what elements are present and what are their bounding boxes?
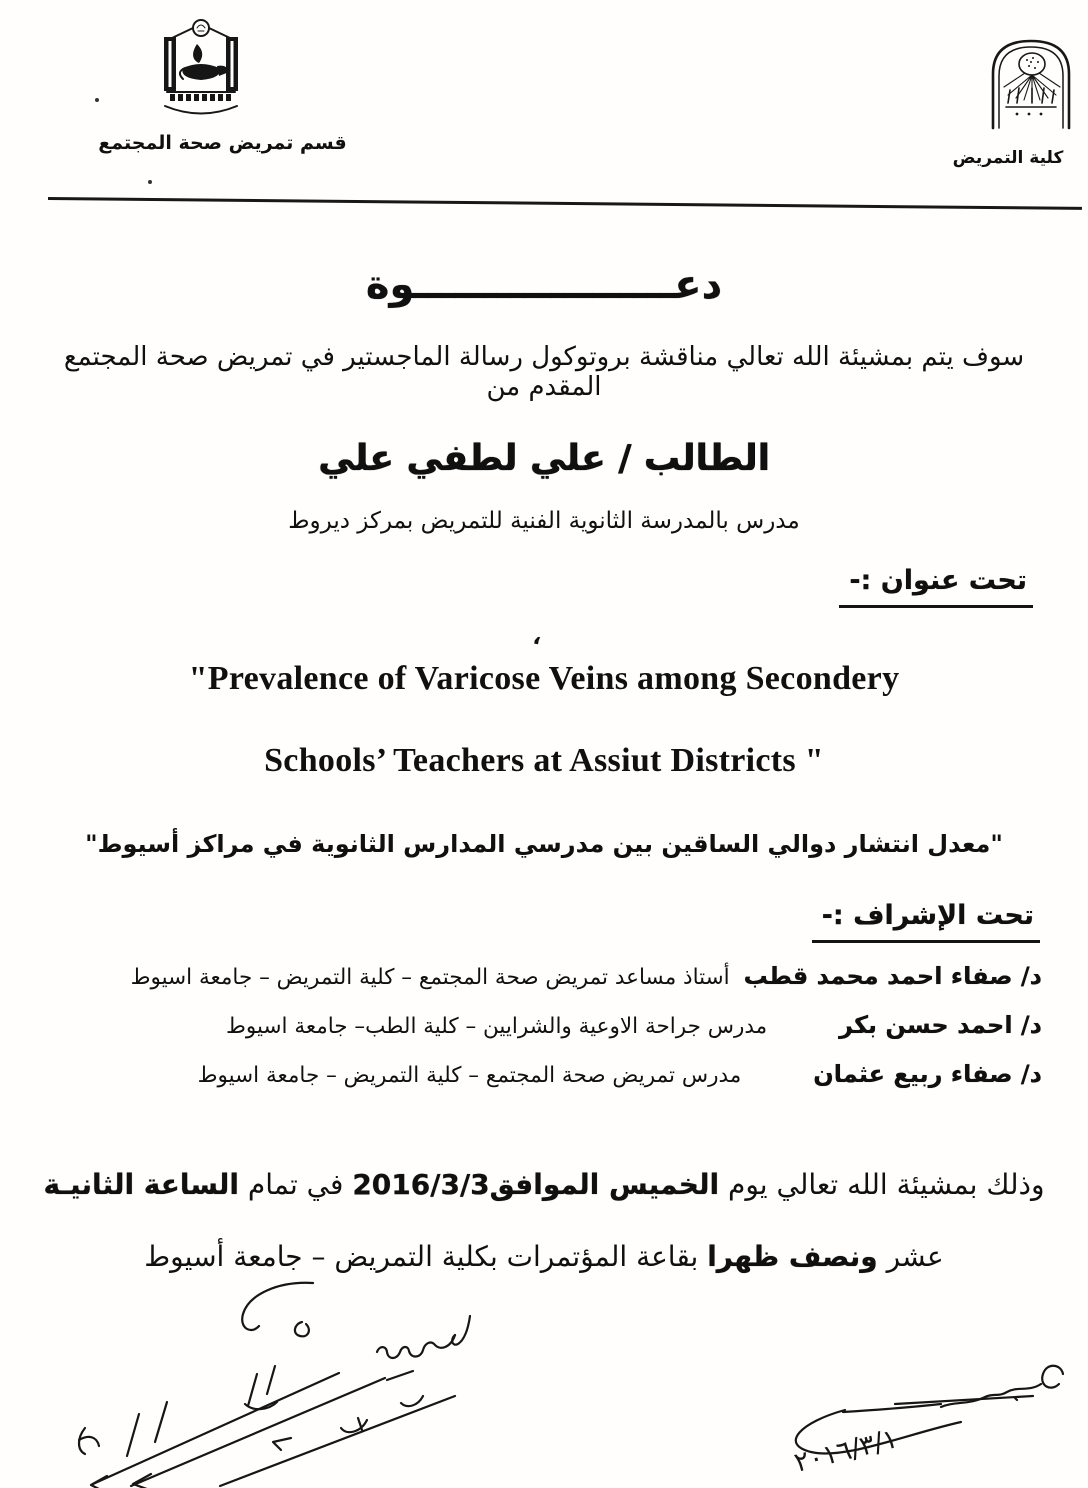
supervisor-row bbox=[42, 1011, 1042, 1039]
supervisor-name: د/ احمد حسن بكر bbox=[839, 1011, 1042, 1039]
student-role-line: مدرس بالمدرسة الثانوية الفنية للتمريض بمركز ديروط bbox=[288, 508, 800, 534]
invitation-calligraphy-title: دعـــــــــــــــــــوة bbox=[365, 262, 723, 308]
closing-text: عشر bbox=[877, 1240, 944, 1273]
handwritten-signature-left bbox=[55, 1278, 485, 1488]
closing-line2 bbox=[30, 1240, 1058, 1273]
closing-halfpast-bold: ونصف ظهرا bbox=[707, 1240, 878, 1273]
supervisor-role: مدرس جراحة الاوعية والشرايين – كلية الطب– جامعة اسيوط bbox=[226, 1014, 768, 1039]
handwritten-signature-right bbox=[745, 1352, 1075, 1488]
under-title-heading: تحت عنوان :- bbox=[839, 565, 1033, 608]
arabic-title: "معدل انتشار دوالي الساقين بين مدرسي المدارس الثانوية في مراكز أسيوط" bbox=[85, 830, 1003, 858]
scan-speck bbox=[148, 180, 152, 184]
faculty-caption: كلية التمريض bbox=[952, 148, 1064, 168]
supervisor-name: د/ صفاء احمد محمد قطب bbox=[743, 962, 1042, 990]
closing-hour-bold: الساعة الثانيـة bbox=[43, 1168, 240, 1201]
header-divider-rule bbox=[48, 197, 1082, 210]
scan-speck bbox=[95, 98, 99, 102]
supervisor-row bbox=[42, 1060, 1042, 1088]
supervisor-role: مدرس تمريض صحة المجتمع – كلية التمريض – جامعة اسيوط bbox=[197, 1063, 742, 1088]
nursing-lamp-emblem-icon bbox=[155, 18, 247, 123]
english-title-line1: "Prevalence of Varicose Veins among Secondery bbox=[188, 660, 900, 697]
closing-line1 bbox=[30, 1168, 1058, 1201]
closing-date-bold: 2016/3/3 bbox=[352, 1168, 490, 1201]
supervisor-row bbox=[42, 962, 1042, 990]
handwritten-date: ٢٠١٦/٣/١ bbox=[791, 1423, 901, 1479]
department-caption: قسم تمريض صحة المجتمع bbox=[98, 132, 347, 154]
closing-day-bold: الخميس الموافق bbox=[489, 1168, 720, 1201]
supervisor-name: د/ صفاء ربيع عثمان bbox=[813, 1060, 1042, 1088]
closing-text: بقاعة المؤتمرات بكلية التمريض – جامعة أسيوط bbox=[144, 1240, 708, 1273]
university-arch-sun-emblem-icon bbox=[986, 32, 1076, 130]
supervisors-list bbox=[42, 962, 1042, 1109]
closing-text: وذلك بمشيئة الله تعالي يوم bbox=[719, 1168, 1045, 1201]
student-name-line: الطالب / علي لطفي علي bbox=[318, 438, 770, 479]
english-title-line2: Schools’ Teachers at Assiut Districts " bbox=[264, 742, 824, 779]
supervisor-role: أستاذ مساعد تمريض صحة المجتمع – كلية التمريض – جامعة اسيوط bbox=[130, 965, 730, 990]
supervision-heading: تحت الإشراف :- bbox=[812, 900, 1040, 943]
intro-text: سوف يتم بمشيئة الله تعالي مناقشة بروتوكول رسالة الماجستير في تمريض صحة المجتمع المقدم من bbox=[63, 342, 1025, 402]
stray-comma-mark: ، bbox=[531, 624, 544, 651]
closing-text: في تمام bbox=[239, 1168, 353, 1201]
